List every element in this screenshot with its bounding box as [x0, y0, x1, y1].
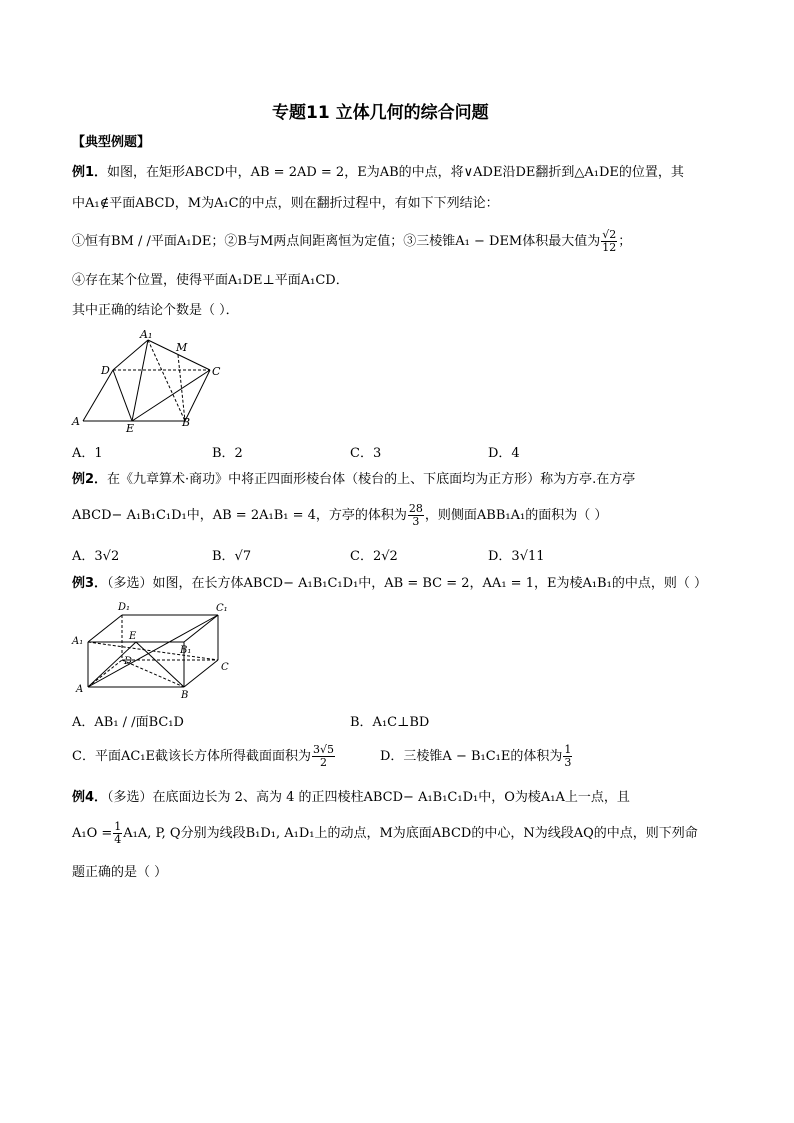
- label-C: C: [221, 662, 229, 673]
- example-2-fraction: [408, 503, 424, 528]
- example-1-line-3: [72, 229, 631, 254]
- label-C1: C₁: [216, 603, 228, 614]
- example-2-line-1: [72, 471, 635, 489]
- example-4-fraction: [113, 821, 122, 846]
- label-B1: B₁: [180, 645, 192, 656]
- example-1-line-5: 其中正确的结论个数是（ ）．: [72, 303, 239, 318]
- label-C: C: [212, 365, 221, 378]
- example-2-option-c: C．2√2: [350, 549, 398, 564]
- example-3-line-1: [72, 575, 707, 593]
- fraction-denominator: 3: [412, 515, 420, 528]
- label-A1: A₁: [72, 636, 84, 647]
- label-D1: D₁: [118, 602, 131, 613]
- example-1-line-1: [72, 164, 684, 182]
- example-2-line-2: [72, 503, 607, 528]
- example-1-line-4: ④存在某个位置，使得平面A₁DE⊥平面A₁CD．: [72, 273, 349, 288]
- example-3-text-1: （多选）如图，在长方体ABCD− A₁B₁C₁D₁中，AB = BC = 2，AA₁ = 1，E为棱A₁B₁的中点，则（ ）: [107, 576, 707, 591]
- example-1-line-2: 中A₁∉平面ABCD，M为A₁C的中点，则在翻折过程中，有如下下列结论：: [72, 196, 499, 211]
- example-2-option-b: B．√7: [212, 549, 252, 564]
- example-4-text-2b: A₁A, P, Q分别为线段B₁D₁, A₁D₁上的动点，M为底面ABCD的中心，N为线段AQ的中点，则下列命: [123, 826, 698, 841]
- example-4-text-2a: A₁O =: [72, 826, 113, 841]
- fraction-numerator: 28: [408, 502, 423, 515]
- label-D: D: [101, 364, 110, 377]
- example-4-text-1: （多选）在底面边长为 2、高为 4 的正四棱柱ABCD− A₁B₁C₁D₁中，O为棱A₁A上一点，且: [107, 790, 630, 805]
- example-1-text-3a: ①恒有BM / /平面A₁DE；②B与M两点间距离恒为定值；③三棱锥A₁ − DEM体积最大值为: [72, 234, 601, 249]
- example-2-text-2b: ，则侧面ABB₁A₁的面积为（ ）: [424, 508, 608, 523]
- label-M: M: [176, 341, 188, 354]
- fraction-denominator: 12: [602, 241, 617, 254]
- example-1-text-1: 如图，在矩形ABCD中，AB = 2AD = 2，E为AB的中点，将∨ADE沿DE翻折到△A₁DE的位置，其: [107, 165, 684, 180]
- example-1-option-d: D．4: [488, 446, 520, 461]
- example-2-option-d: D．3√11: [488, 549, 545, 564]
- fraction-numerator: 1: [114, 820, 122, 833]
- label-A: A: [76, 684, 84, 695]
- fraction-numerator: 3√5: [312, 743, 334, 756]
- fraction-denominator: 4: [114, 833, 122, 846]
- example-2-label: 例2．: [72, 472, 108, 487]
- example-3-option-c-fraction: [312, 744, 335, 769]
- page-title: 专题11 立体几何的综合问题: [272, 103, 489, 123]
- example-2-text-2a: ABCD− A₁B₁C₁D₁中，AB = 2A₁B₁ = 4，方亭的体积为: [72, 508, 407, 523]
- example-2-option-a: A．3√2: [72, 549, 120, 564]
- section-heading: 【典型例题】: [72, 135, 151, 150]
- label-E: E: [126, 422, 135, 434]
- label-E: E: [129, 631, 137, 642]
- label-A: A: [72, 415, 80, 428]
- example-3-option-a: A．AB₁ / /面BC₁D: [72, 715, 184, 730]
- example-2-text-1: 在《九章算术·商功》中将正四面形棱台体（棱台的上、下底面均为正方形）称为方亭.在方亭: [107, 472, 636, 487]
- example-3-option-d-fraction: [563, 744, 572, 769]
- example-3-option-c-text: C．平面AC₁E截该长方体所得截面面积为: [72, 749, 311, 764]
- example-1-text-3b: ；: [618, 234, 632, 249]
- example-3-option-b: B．A₁C⊥BD: [350, 715, 430, 730]
- fraction-denominator: 2: [319, 756, 327, 769]
- example-4-line-3: 题正确的是（ ）: [72, 865, 168, 880]
- example-4-line-2: [72, 821, 698, 846]
- label-B: B: [182, 416, 191, 429]
- fraction-denominator: 3: [564, 756, 572, 769]
- figure-1-folded-rectangle: [70, 326, 230, 434]
- label-B: B: [181, 690, 189, 701]
- example-1-label: 例1．: [72, 165, 108, 180]
- example-3-option-d: [380, 744, 573, 769]
- label-D: D: [124, 656, 133, 667]
- example-1-option-a: A．1: [72, 446, 103, 461]
- example-1-option-c: C．3: [350, 446, 382, 461]
- example-4-label: 例4．: [72, 790, 108, 805]
- example-1-fraction: [601, 229, 617, 254]
- example-3-option-c: [72, 744, 336, 769]
- label-A1: A₁: [140, 328, 153, 341]
- fraction-numerator: √2: [602, 228, 617, 241]
- example-1-option-b: B．2: [212, 446, 243, 461]
- example-3-label: 例3．: [72, 576, 108, 591]
- example-3-option-d-text: D．三棱锥A − B₁C₁E的体积为: [380, 749, 563, 764]
- fraction-numerator: 1: [564, 743, 572, 756]
- figure-2-cuboid: [70, 598, 240, 702]
- example-4-line-1: [72, 789, 630, 807]
